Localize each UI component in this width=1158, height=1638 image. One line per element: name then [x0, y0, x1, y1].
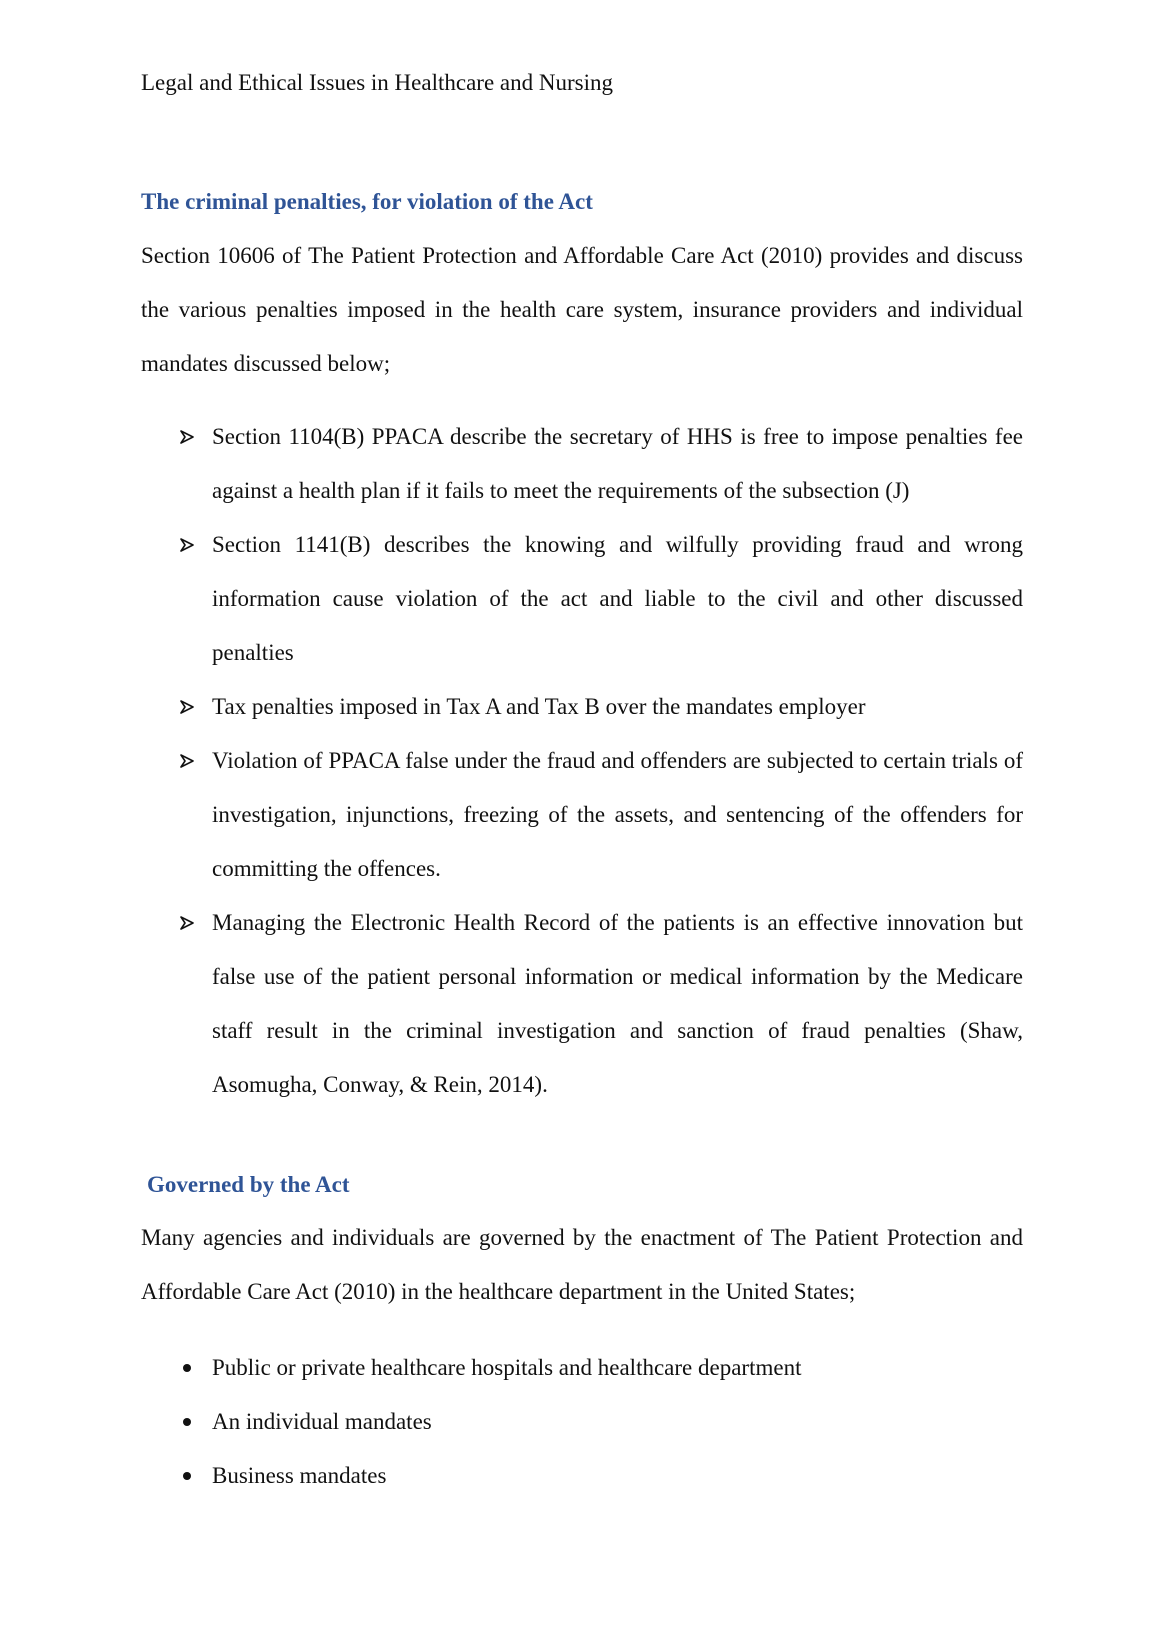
running-header: Legal and Ethical Issues in Healthcare and Nursing: [141, 70, 613, 95]
list-item-text: Section 1141(B) describes the knowing and wilfully providing fraud and wrong information cause violation of the act and liable to the civil and other discussed penalties: [212, 532, 1023, 665]
section-heading-penalties: The criminal penalties, for violation of the Act: [141, 189, 593, 214]
list-item: [0, 734, 1158, 896]
list-item: [0, 896, 1158, 1112]
list-item: [0, 680, 1158, 734]
round-bullet-icon: [175, 1341, 199, 1395]
paragraph-penalties-intro: Section 10606 of The Patient Protection and Affordable Care Act (2010) provides and discuss the various penalties imposed in the health care system, insurance providers and individual mandates discussed below;: [141, 243, 1023, 376]
list-item-text: Tax penalties imposed in Tax A and Tax B over the mandates employer: [212, 694, 866, 719]
governed-list: [0, 1341, 1158, 1503]
arrowhead-bullet-icon: [175, 734, 199, 788]
arrowhead-bullet-icon: [175, 680, 199, 734]
list-item-text: Business mandates: [212, 1463, 387, 1488]
list-item: [0, 1395, 1158, 1449]
paragraph-governed-intro: Many agencies and individuals are governed by the enactment of The Patient Protection and Affordable Care Act (2010) in the healthcare department in the United States;: [141, 1225, 1023, 1304]
list-item: [0, 518, 1158, 680]
section-heading-governed: Governed by the Act: [147, 1172, 350, 1197]
round-bullet-icon: [175, 1395, 199, 1449]
list-item-text: An individual mandates: [212, 1409, 432, 1434]
list-item-text: Public or private healthcare hospitals and healthcare department: [212, 1355, 802, 1380]
arrowhead-bullet-icon: [175, 518, 199, 572]
list-item-text: Section 1104(B) PPACA describe the secretary of HHS is free to impose penalties fee against a health plan if it fails to meet the requirements of the subsection (J): [212, 424, 1023, 503]
arrowhead-bullet-icon: [175, 896, 199, 950]
list-item-text: Violation of PPACA false under the fraud and offenders are subjected to certain trials of investigation, injunctions, freezing of the assets, and sentencing of the offenders for committing the offences.: [212, 748, 1023, 881]
list-item: [0, 1341, 1158, 1395]
list-item: [0, 410, 1158, 518]
list-item: [0, 1449, 1158, 1503]
arrowhead-bullet-icon: [175, 410, 199, 464]
penalties-list: [0, 410, 1158, 1112]
list-item-text: Managing the Electronic Health Record of the patients is an effective innovation but false use of the patient personal information or medical information by the Medicare staff result in the criminal investigation and sanction of fraud penalties (Shaw, Asomugha, Conway, & Rein, 2014).: [212, 910, 1023, 1097]
round-bullet-icon: [175, 1449, 199, 1503]
